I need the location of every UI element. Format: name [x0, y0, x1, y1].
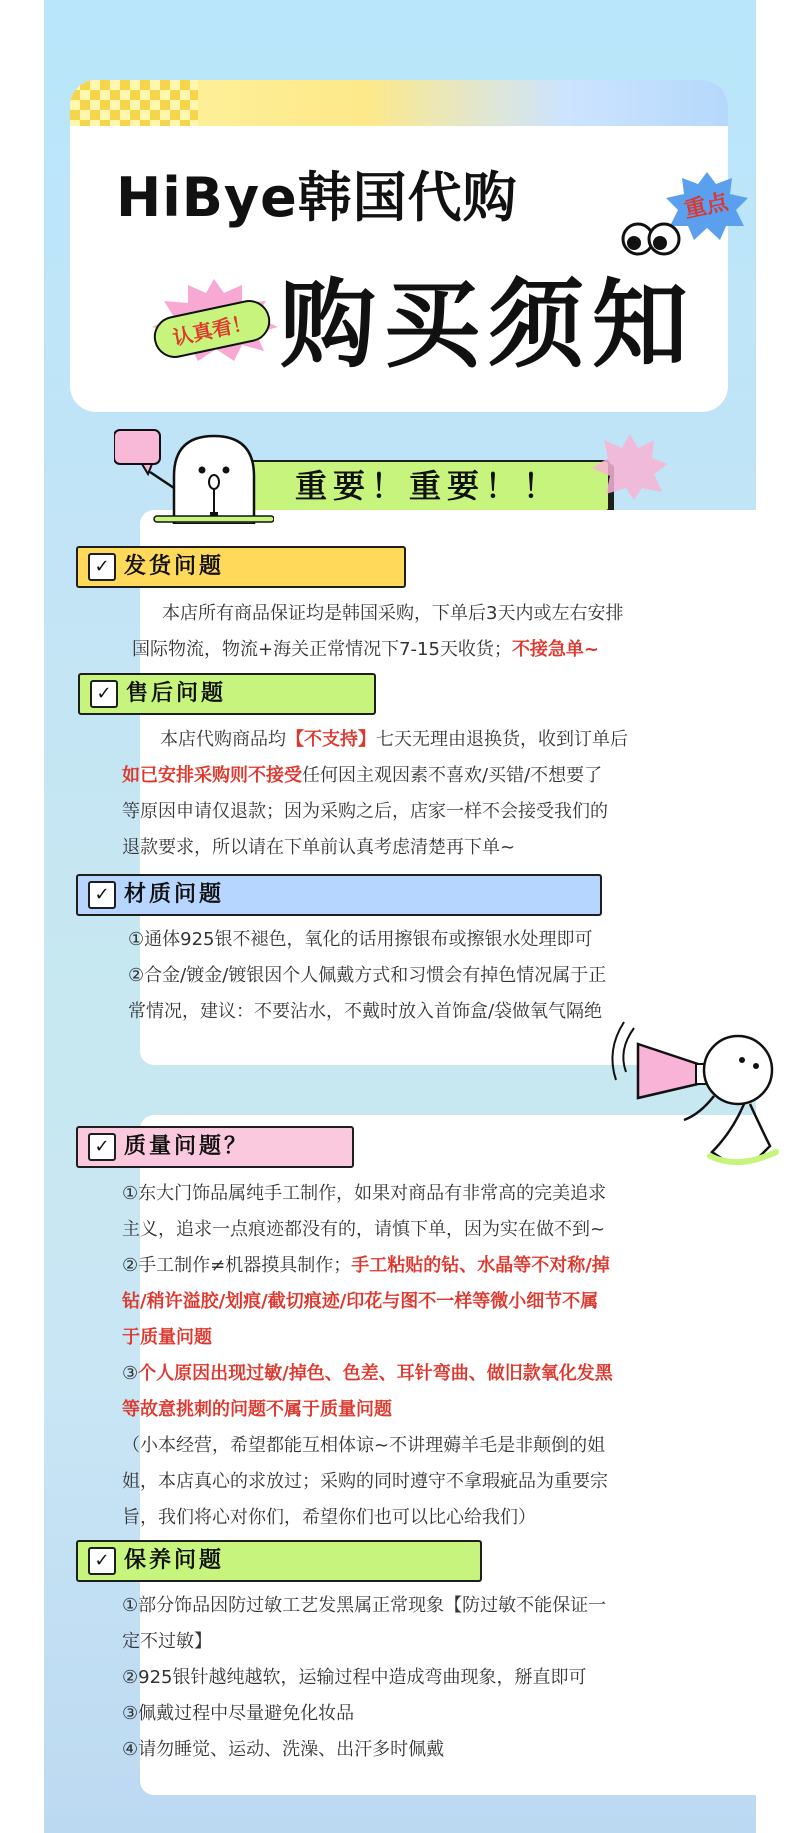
text-line: 姐，本店真心的求放过；采购的同时遵守不拿瑕疵品为重要宗: [122, 1471, 608, 1492]
text-line: ④请勿睡觉、运动、洗澡、出汗多时佩戴: [122, 1739, 445, 1760]
section-header-aftersales: [78, 673, 376, 715]
starburst-icon: [590, 432, 670, 502]
text-line: ①东大门饰品属纯手工制作，如果对商品有非常高的完美追求: [122, 1183, 607, 1204]
ghost-mascot-icon: [114, 428, 274, 524]
section-title: 材质问题: [124, 882, 225, 907]
section-body-material: [128, 922, 748, 1030]
emphasis-badge-text: 重点: [682, 189, 731, 224]
checkmark-icon: ✓: [88, 553, 116, 581]
eyes-icon: [620, 222, 684, 256]
checkmark-icon: ✓: [90, 680, 118, 708]
text-line: ③个人原因出现过敏/掉色、色差、耳针弯曲、做旧款氧化发黑: [122, 1363, 613, 1384]
text-line: 钻/稍许溢胶/划痕/截切痕迹/印花与图不一样等微小细节不属: [122, 1291, 599, 1312]
section-body-care: [122, 1588, 742, 1768]
section-title: 保养问题: [124, 1548, 225, 1573]
checker-pattern: [70, 80, 198, 126]
section-title: 售后问题: [126, 681, 227, 706]
section-title: 发货问题: [124, 554, 225, 579]
checkmark-icon: ✓: [88, 1547, 116, 1575]
text-line: 本店所有商品保证均是韩国采购，下单后3天内或左右安排: [162, 603, 624, 624]
text-line: 常情况，建议：不要沾水，不戴时放入首饰盒/袋做氧气隔绝: [128, 1001, 603, 1022]
text-line: ③佩戴过程中尽量避免化妆品: [122, 1703, 355, 1724]
text-line: 等故意挑刺的问题不属于质量问题: [122, 1399, 392, 1420]
page-title: HiBye韩国代购: [116, 166, 518, 229]
section-header-material: [76, 874, 602, 916]
checkmark-icon: ✓: [88, 1133, 116, 1161]
text-line: 主义，追求一点痕迹都没有的，请慎下单，因为实在做不到~: [122, 1219, 606, 1240]
section-header-care: [76, 1540, 482, 1582]
section-body-quality: [122, 1176, 742, 1536]
section-body-aftersales: [122, 722, 742, 866]
text-line: 定不过敏】: [122, 1631, 212, 1652]
text-line: ①部分饰品因防过敏工艺发黑属正常现象【防过敏不能保证一: [122, 1595, 607, 1616]
text-line: ①通体925银不褪色，氧化的话用擦银布或擦银水处理即可: [128, 929, 593, 950]
important-bar: [246, 460, 610, 512]
poster: [44, 0, 756, 1833]
text-line: 退款要求，所以请在下单前认真考虑清楚再下单~: [122, 837, 516, 858]
text-line: 旨，我们将心对你们，希望你们也可以比心给我们）: [122, 1507, 536, 1528]
text-line: ②手工制作≠机器摸具制作；手工粘贴的钻、水晶等不对称/掉: [122, 1255, 610, 1276]
section-header-shipping: [76, 546, 406, 588]
text-line: 本店代购商品均【不支持】七天无理由退换货，收到订单后: [160, 729, 628, 750]
text-line: 于质量问题: [122, 1327, 212, 1348]
careful-badge-text: 认真看！: [170, 309, 254, 351]
text-line: 国际物流，物流+海关正常情况下7-15天收货；不接急单~: [132, 639, 600, 660]
text-line: （小本经营，希望都能互相体谅~不讲理薅羊毛是非颠倒的姐: [122, 1435, 606, 1456]
section-title: 质量问题？: [124, 1134, 250, 1159]
important-text: 重要！重要！！: [294, 467, 561, 505]
page-subtitle: 购买须知: [280, 269, 696, 381]
careful-badge: [144, 275, 284, 365]
text-line: 如已安排采购则不接受任何因主观因素不喜欢/买错/不想要了: [122, 765, 603, 786]
text-line: 等原因申请仅退款；因为采购之后，店家一样不会接受我们的: [122, 801, 608, 822]
checkmark-icon: ✓: [88, 881, 116, 909]
section-header-quality: [76, 1126, 354, 1168]
megaphone-mascot-icon: [604, 1020, 780, 1170]
text-line: ②合金/镀金/镀银因个人佩戴方式和习惯会有掉色情况属于正: [128, 965, 607, 986]
section-body-shipping: [132, 596, 732, 668]
text-line: ②925银针越纯越软，运输过程中造成弯曲现象，掰直即可: [122, 1667, 587, 1688]
